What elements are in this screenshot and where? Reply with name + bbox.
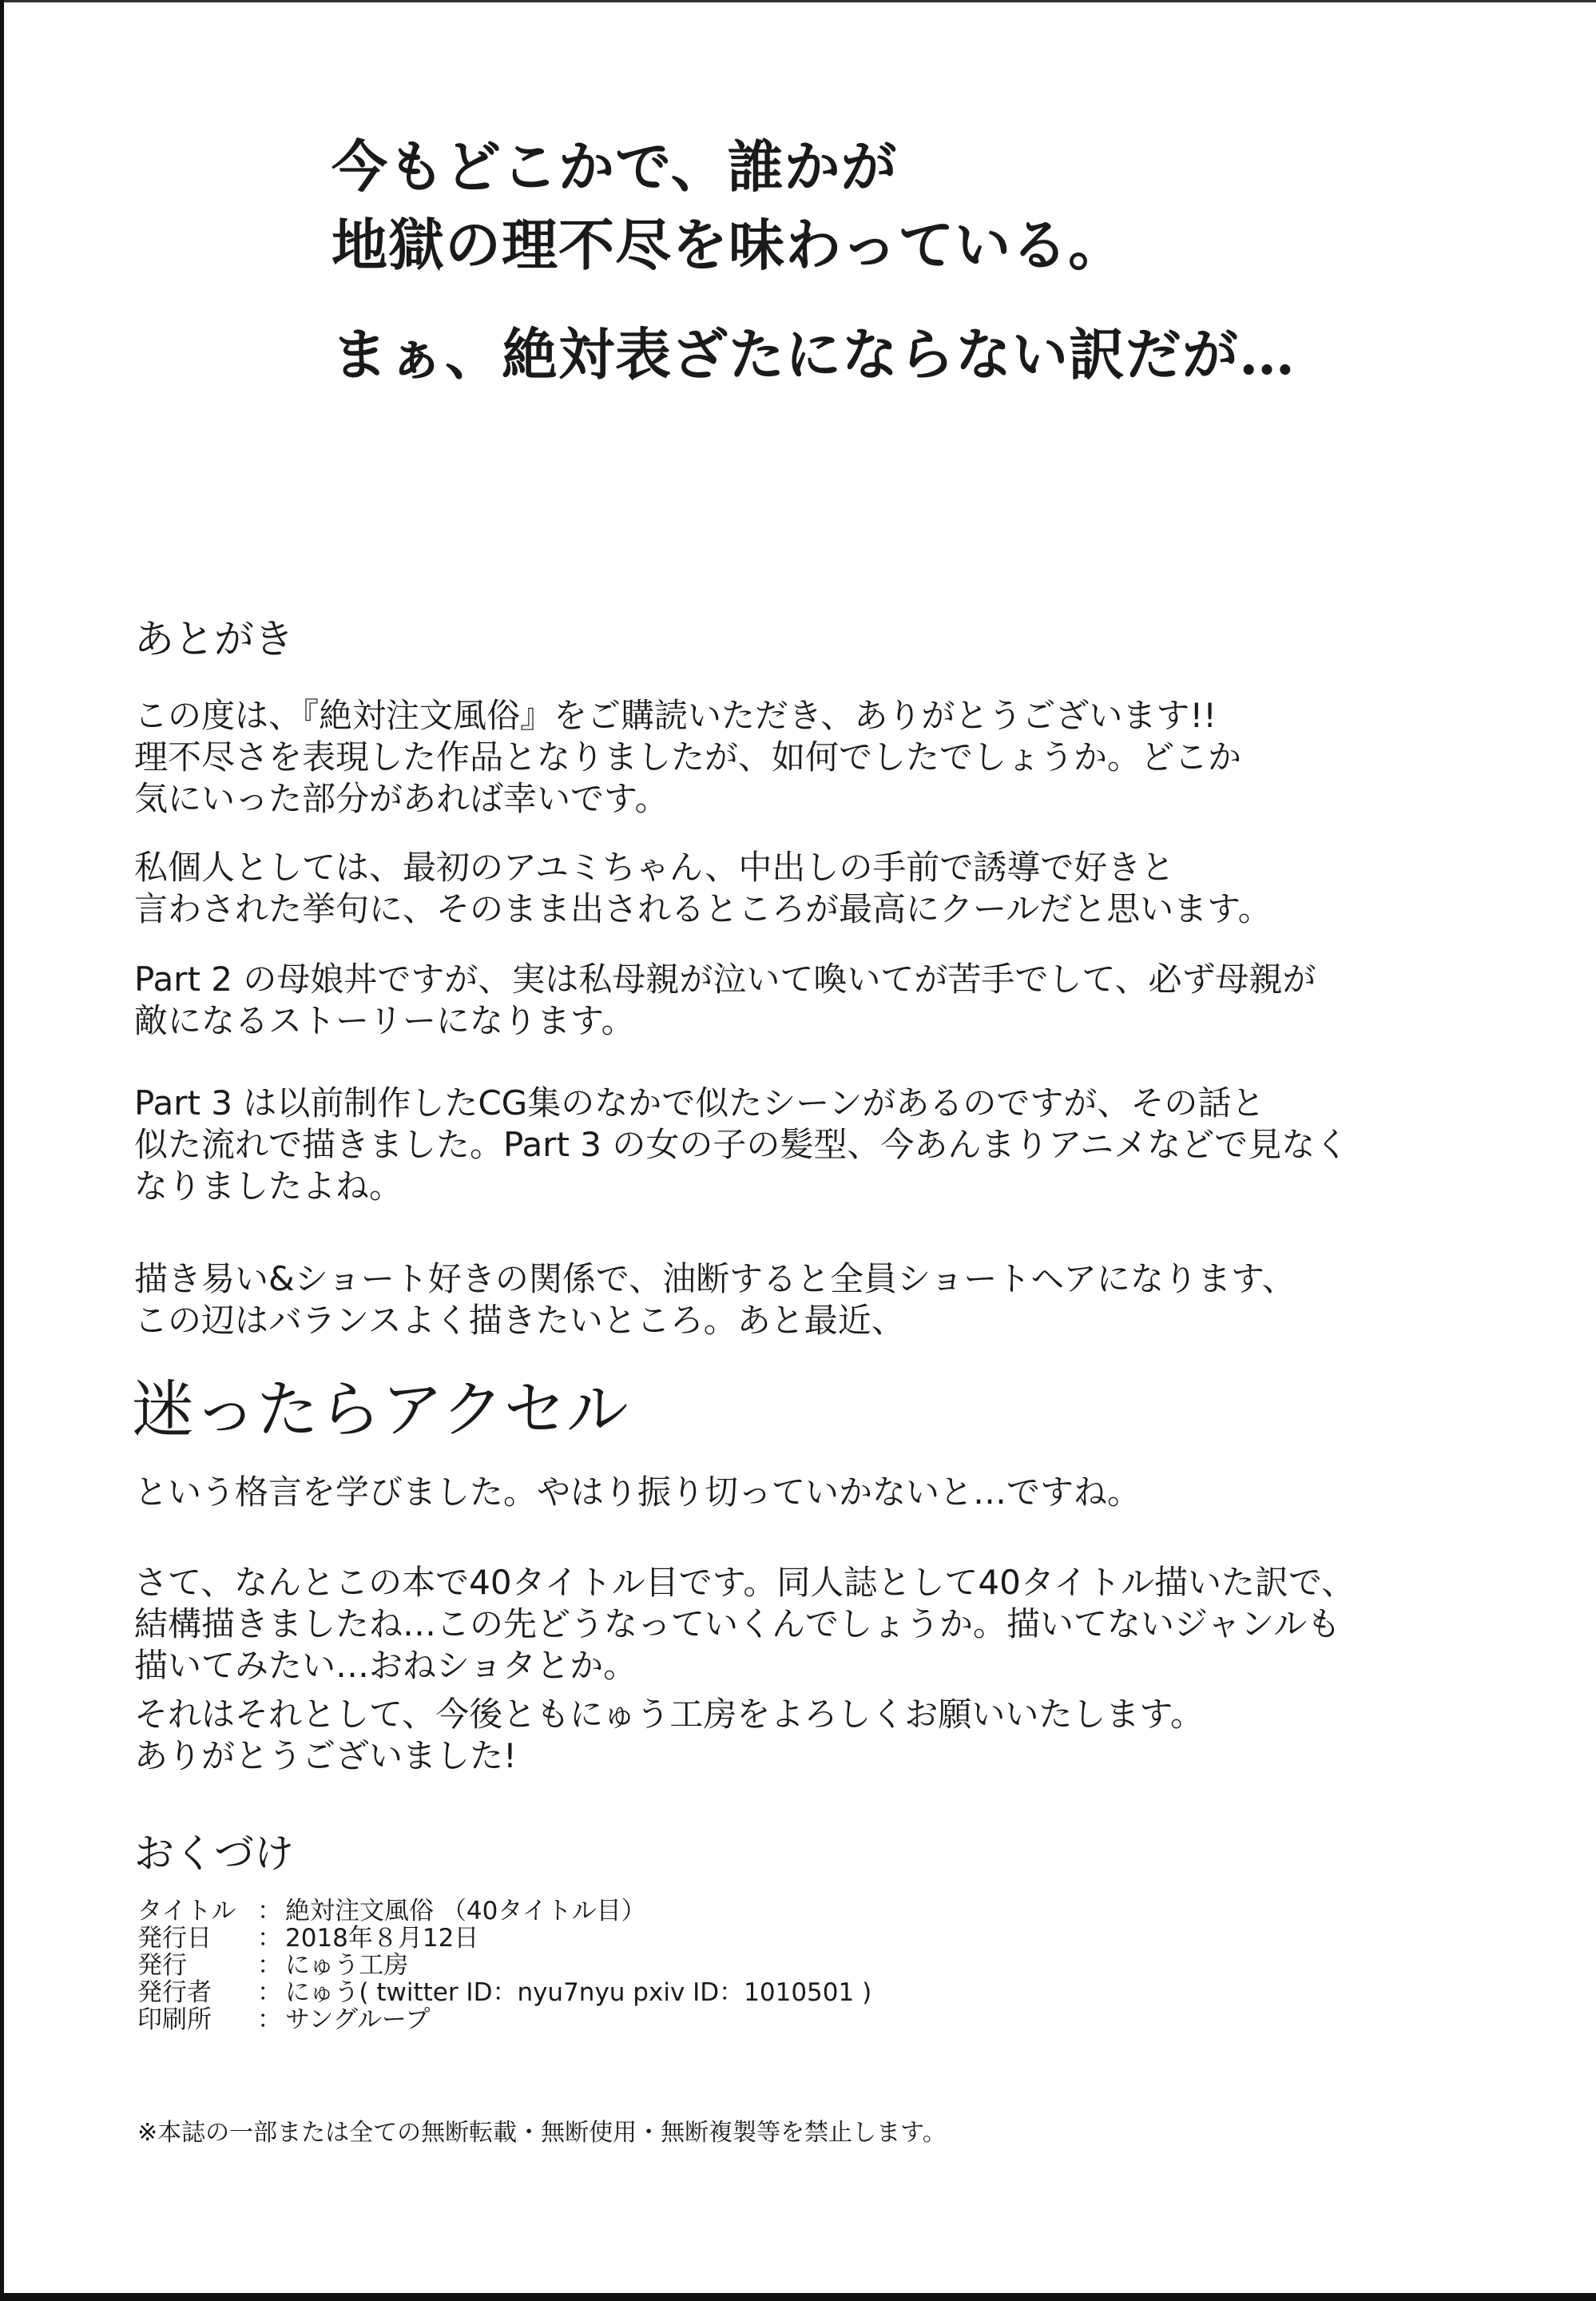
colophon-table: [137, 1898, 871, 2033]
afterword-paragraph-7: [134, 1562, 1355, 1687]
paragraph-line: 敵になるストーリーになります。: [134, 1001, 635, 1040]
paragraph-line: Part 3 は以前制作したCG集のなかで似たシーンがあるのですが、その話と: [134, 1083, 1265, 1123]
colophon-row: [137, 1952, 871, 1979]
colophon-row: [137, 1898, 871, 1925]
paragraph-line: 結構描きましたね…この先どうなっていくんでしょうか。描いてないジャンルも: [134, 1604, 1341, 1643]
headline-second: まぁ、絶対表ざたにならない訳だが…: [332, 321, 1296, 387]
afterword-paragraph-3: [134, 959, 1316, 1042]
colophon-label: 発行: [137, 1951, 187, 1980]
paragraph-line: Part 2 の母娘丼ですが、実は私母親が泣いて喚いてが苦手でして、必ず母親が: [134, 960, 1316, 999]
afterword-paragraph-1: [134, 695, 1241, 820]
afterword-paragraph-5: [134, 1258, 1296, 1341]
headline: [332, 128, 1125, 284]
paragraph-line: という格言を学びました。やはり振り切っていかないと…ですね。: [134, 1472, 1141, 1512]
colophon-value: にゅう( twitter ID：nyu7nyu pxiv ID：1010501 ): [285, 1978, 872, 2007]
paragraph-line: 理不尽さを表現した作品となりましたが、如何でしたでしょうか。どこか: [134, 737, 1242, 777]
paragraph-line: さて、なんとこの本で40タイトル目です。同人誌として40タイトル描いた訳で、: [134, 1563, 1356, 1602]
headline-line-1: 今もどこかで、誰かが: [332, 133, 898, 200]
afterword-paragraph-8: [134, 1694, 1204, 1777]
page-left-edge: [0, 0, 4, 2301]
colophon-row: [137, 1925, 871, 1952]
colophon-label: 印刷所: [137, 2005, 212, 2034]
colophon-row: [137, 1979, 871, 2006]
colophon-separator: ：: [257, 1951, 282, 1980]
paragraph-line: 言わされた挙句に、そのまま出されるところが最高にクールだと思います。: [134, 889, 1272, 928]
paragraph-line: なりましたよね。: [134, 1166, 403, 1206]
colophon-label: 発行者: [137, 1978, 212, 2007]
copyright-notice: ※本誌の一部または全ての無断転載・無断使用・無断複製等を禁止します。: [137, 2119, 947, 2147]
paragraph-line: この辺はバランスよく描きたいところ。あと最近、: [134, 1301, 905, 1340]
afterword-paragraph-4: [134, 1083, 1348, 1207]
afterword-paragraph-2: [134, 847, 1272, 930]
colophon-label: 発行日: [137, 1924, 212, 1953]
paragraph-line: それはそれとして、今後ともにゅう工房をよろしくお願いいたします。: [134, 1695, 1204, 1734]
colophon-value: 2018年８月12日: [285, 1924, 479, 1953]
paragraph-line: 描き易い&ショート好きの関係で、油断すると全員ショートヘアになります、: [134, 1259, 1296, 1298]
paragraph-line: ありがとうございました!: [134, 1736, 517, 1775]
colophon-separator: ：: [257, 1924, 282, 1953]
headline-line-2: 地獄の理不尽を味わっている。: [332, 212, 1126, 278]
paragraph-line: 似た流れで描きました。Part 3 の女の子の髪型、今あんまりアニメなどで見なく: [134, 1125, 1349, 1164]
page-top-edge: [0, 0, 1596, 2]
colophon-label: タイトル: [137, 1897, 236, 1925]
paragraph-line: 私個人としては、最初のアユミちゃん、中出しの手前で誘導で好きと: [134, 848, 1175, 887]
colophon-separator: ：: [257, 2005, 282, 2034]
colophon-value: サングループ: [285, 2005, 431, 2034]
highlight-phrase: 迷ったらアクセル: [132, 1374, 629, 1446]
colophon-separator: ：: [257, 1897, 282, 1925]
colophon-title: おくづけ: [134, 1830, 294, 1877]
colophon-value: 絶対注文風俗 （40タイトル目）: [285, 1897, 646, 1925]
page-bottom-edge: [0, 2293, 1596, 2301]
colophon-row: [137, 2006, 871, 2033]
colophon-separator: ：: [257, 1978, 282, 2007]
afterword-title: あとがき: [134, 616, 294, 662]
paragraph-line: この度は、『絶対注文風俗』をご購読いただき、ありがとうございます!!: [134, 696, 1217, 735]
paragraph-line: 描いてみたい…おねショタとか。: [134, 1646, 637, 1685]
afterword-paragraph-6: [134, 1472, 1141, 1513]
colophon-value: にゅう工房: [285, 1951, 409, 1980]
paragraph-line: 気にいった部分があれば幸いです。: [134, 779, 669, 818]
